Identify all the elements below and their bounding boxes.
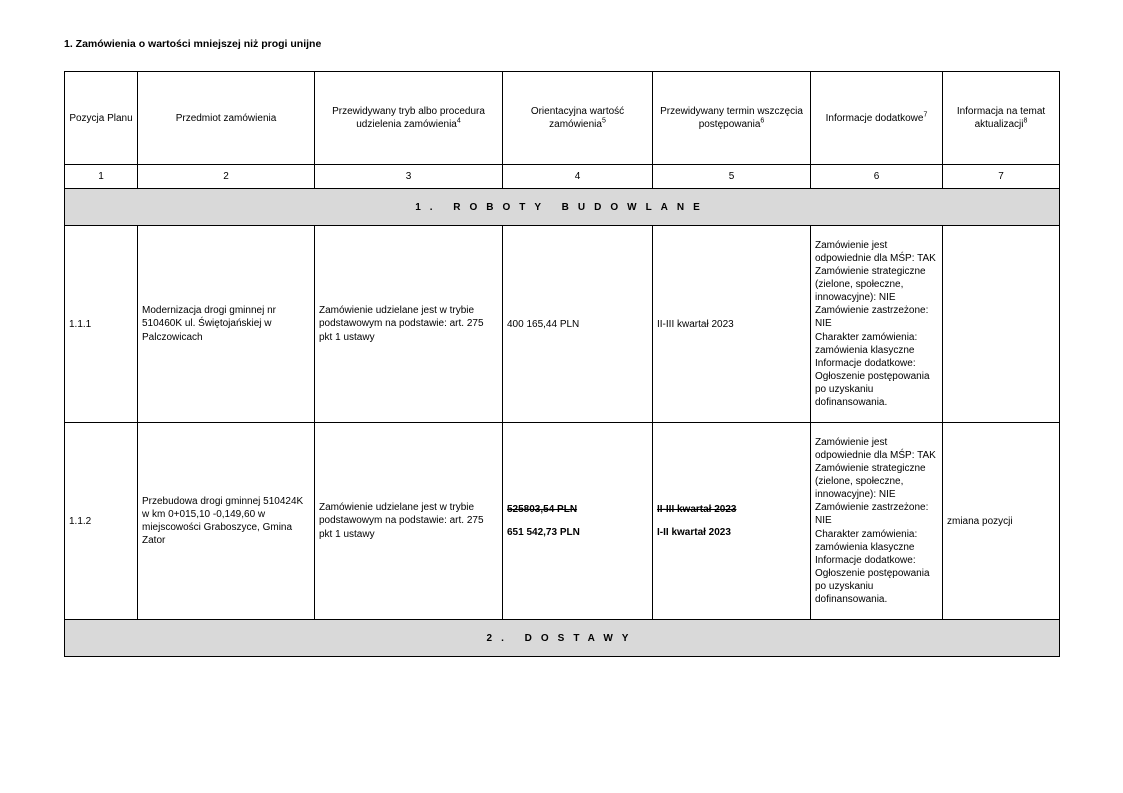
header-info: Informacje dodatkowe$^7$ <box>811 72 943 165</box>
section-title-dostawy: 2. DOSTAWY <box>65 620 1060 657</box>
column-number: 6 <box>811 165 943 189</box>
info-strategic: Zamówienie strategiczne (zielone, społeczne, innowacyjne): NIE <box>815 463 926 501</box>
info-reserved: Zamówienie zastrzeżone: NIE <box>815 305 929 330</box>
row-update <box>943 226 1060 423</box>
row-subject: Przebudowa drogi gminnej 510424K w km 0+015,10 -0,149,60 w miejscowości Graboszyce, Gmina Zator <box>138 423 315 620</box>
table-row <box>65 423 1060 620</box>
row-value <box>503 423 653 620</box>
term-old: II-III kwartał 2023 <box>657 504 737 515</box>
row-term <box>653 423 811 620</box>
section-row-roboty <box>65 189 1060 226</box>
row-subject: Modernizacja drogi gminnej nr 510460K ul. Świętojańskiej w Palczowicach <box>138 226 315 423</box>
row-mode: Zamówienie udzielane jest w trybie podstawowym na podstawie: art. 275 pkt 1 ustawy <box>315 226 503 423</box>
column-number: 7 <box>943 165 1060 189</box>
info-msp: Zamówienie jest odpowiednie dla MŚP: TAK <box>815 239 936 264</box>
header-mode: Przewidywany tryb albo procedura udzielenia zamówienia$^4$ <box>315 72 503 165</box>
section-title-roboty: 1. ROBOTY BUDOWLANE <box>65 189 1060 226</box>
row-info <box>811 226 943 423</box>
page-title: 1. Zamówienia o wartości mniejszej niż progi unijne <box>64 38 322 50</box>
row-info <box>811 423 943 620</box>
row-position: 1.1.1 <box>65 226 138 423</box>
header-row <box>65 72 1060 165</box>
column-number: 2 <box>138 165 315 189</box>
section-row-dostawy <box>65 620 1060 657</box>
info-additional: Informacje dodatkowe: Ogłoszenie postępowania po uzyskaniu dofinansowania. <box>815 357 930 409</box>
info-strategic: Zamówienie strategiczne (zielone, społeczne, innowacyjne): NIE <box>815 266 926 304</box>
column-number: 1 <box>65 165 138 189</box>
row-position: 1.1.2 <box>65 423 138 620</box>
column-number-row <box>65 165 1060 189</box>
procurement-plan-table <box>64 71 1060 657</box>
info-additional: Informacje dodatkowe: Ogłoszenie postępowania po uzyskaniu dofinansowania. <box>815 554 930 606</box>
value-old: 525803,54 PLN <box>507 504 578 515</box>
info-msp: Zamówienie jest odpowiednie dla MŚP: TAK <box>815 436 936 461</box>
column-number: 5 <box>653 165 811 189</box>
row-value: 400 165,44 PLN <box>503 226 653 423</box>
info-character: Charakter zamówienia: zamówienia klasyczne <box>815 331 918 356</box>
column-number: 3 <box>315 165 503 189</box>
header-position: Pozycja Planu <box>65 72 138 165</box>
term-new: I-II kwartał 2023 <box>657 527 731 538</box>
row-term: II-III kwartał 2023 <box>653 226 811 423</box>
table-row <box>65 226 1060 423</box>
header-term: Przewidywany termin wszczęcia postępowania$^6$ <box>653 72 811 165</box>
info-character: Charakter zamówienia: zamówienia klasyczne <box>815 528 918 553</box>
header-update: Informacja na temat aktualizacji$^8$ <box>943 72 1060 165</box>
row-mode: Zamówienie udzielane jest w trybie podstawowym na podstawie: art. 275 pkt 1 ustawy <box>315 423 503 620</box>
column-number: 4 <box>503 165 653 189</box>
value-new: 651 542,73 PLN <box>507 527 580 538</box>
row-update: zmiana pozycji <box>943 423 1060 620</box>
info-reserved: Zamówienie zastrzeżone: NIE <box>815 502 929 527</box>
header-value: Orientacyjna wartość zamówienia$^5$ <box>503 72 653 165</box>
header-subject: Przedmiot zamówienia <box>138 72 315 165</box>
